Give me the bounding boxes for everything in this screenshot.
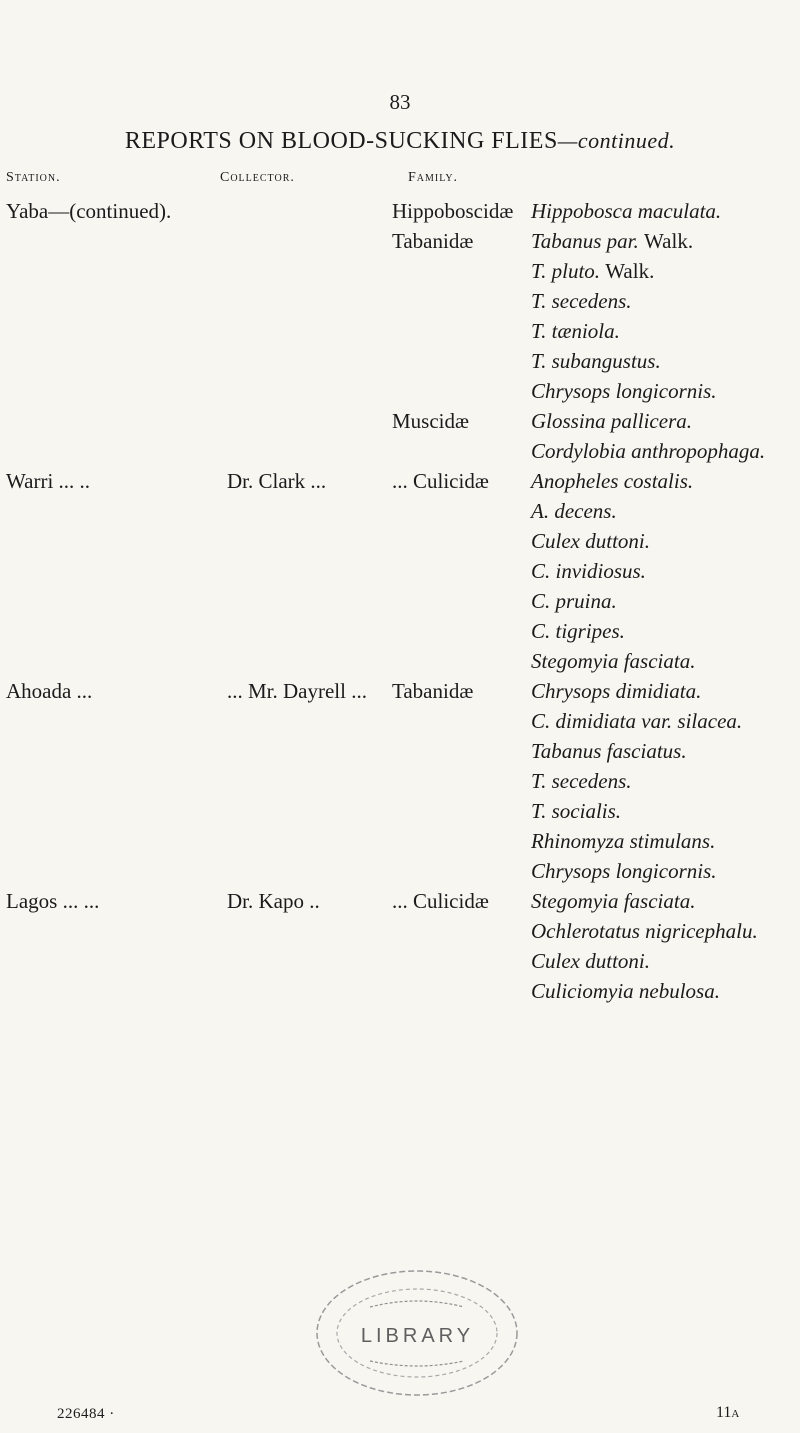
species-cell — [531, 526, 650, 556]
species-author: Walk. — [605, 259, 655, 283]
species-name: T. subangustus. — [531, 349, 661, 373]
species-name: Hippobosca maculata. — [531, 199, 722, 223]
header-family: Family. — [408, 170, 459, 185]
species-name: T. secedens. — [531, 769, 632, 793]
page-number: 83 — [389, 90, 411, 114]
page-title — [0, 128, 800, 155]
species-name: A. decens. — [531, 499, 617, 523]
species-cell — [531, 586, 617, 616]
species-name: Stegomyia fasciata. — [531, 889, 696, 913]
species-name: C. dimidiata var. silacea. — [531, 709, 743, 733]
family-cell: ... Culicidæ — [392, 889, 489, 913]
stamp-text: LIBRARY — [360, 1325, 475, 1347]
species-name: C. invidiosus. — [531, 559, 646, 583]
family-cell: Hippoboscidæ — [392, 199, 514, 223]
species-cell — [531, 736, 687, 766]
species-name: T. pluto. — [531, 259, 601, 283]
family-cell: Muscidæ — [392, 409, 470, 433]
species-cell — [531, 286, 632, 316]
species-name: T. socialis. — [531, 799, 622, 823]
species-name: C. tigripes. — [531, 619, 625, 643]
species-cell — [531, 976, 720, 1006]
species-cell — [531, 346, 661, 376]
species-cell — [531, 856, 717, 886]
species-cell — [531, 706, 742, 736]
species-name: T. secedens. — [531, 289, 632, 313]
station-cell: Warri ... .. — [6, 469, 91, 493]
family-cell: ... Culicidæ — [392, 469, 489, 493]
species-cell — [531, 466, 693, 496]
family-cell: Tabanidæ — [392, 229, 474, 253]
species-name: Tabanus fasciatus. — [531, 739, 687, 763]
collector-cell: ... Mr. Dayrell ... — [227, 679, 367, 703]
species-name: Cordylobia anthropophaga. — [531, 439, 766, 463]
species-name: C. pruina. — [531, 589, 617, 613]
species-cell — [531, 406, 692, 436]
species-name: Chrysops longicornis. — [531, 379, 717, 403]
species-name: Ochlerotatus nigricephalu. — [531, 919, 758, 943]
species-cell — [531, 646, 695, 676]
title-suffix: —continued. — [557, 128, 676, 153]
species-cell — [531, 226, 693, 256]
species-name: Chrysops dimidiata. — [531, 679, 702, 703]
species-name: Rhinomyza stimulans. — [531, 829, 716, 853]
species-cell — [531, 556, 646, 586]
collector-cell: Dr. Kapo .. — [227, 889, 320, 913]
title-main: REPORTS ON BLOOD-SUCKING FLIES — [124, 128, 558, 154]
species-cell — [531, 376, 717, 406]
species-cell — [531, 796, 621, 826]
species-name: Stegomyia fasciata. — [531, 649, 696, 673]
species-name: Culiciomyia nebulosa. — [531, 979, 720, 1003]
collector-cell: Dr. Clark ... — [227, 469, 327, 493]
species-name: Chrysops longicornis. — [531, 859, 717, 883]
species-cell — [531, 616, 625, 646]
species-cell — [531, 436, 765, 466]
station-cell: Yaba—(continued). — [6, 199, 172, 223]
species-cell — [531, 496, 617, 526]
header-station: Station. — [6, 170, 61, 185]
species-cell — [531, 946, 650, 976]
species-name: Tabanus par. — [531, 229, 639, 253]
station-cell: Ahoada ... — [6, 679, 93, 703]
species-cell — [531, 256, 654, 286]
species-name: Anopheles costalis. — [531, 469, 694, 493]
species-name: Culex duttoni. — [531, 529, 650, 553]
species-author: Walk. — [644, 229, 694, 253]
species-cell — [531, 766, 632, 796]
footer-signature: 11a — [716, 1404, 740, 1421]
species-cell — [531, 196, 721, 226]
species-cell — [531, 886, 695, 916]
species-cell — [531, 316, 620, 346]
species-name: Glossina pallicera. — [531, 409, 692, 433]
species-cell — [531, 826, 715, 856]
species-cell — [531, 676, 701, 706]
footer-code: 226484 · — [57, 1406, 115, 1422]
species-name: T. tæniola. — [531, 319, 620, 343]
library-stamp — [310, 1265, 525, 1405]
station-cell: Lagos ... ... — [6, 889, 100, 913]
family-cell: Tabanidæ — [392, 679, 474, 703]
species-cell — [531, 916, 758, 946]
header-collector: Collector. — [220, 170, 295, 185]
species-name: Culex duttoni. — [531, 949, 650, 973]
